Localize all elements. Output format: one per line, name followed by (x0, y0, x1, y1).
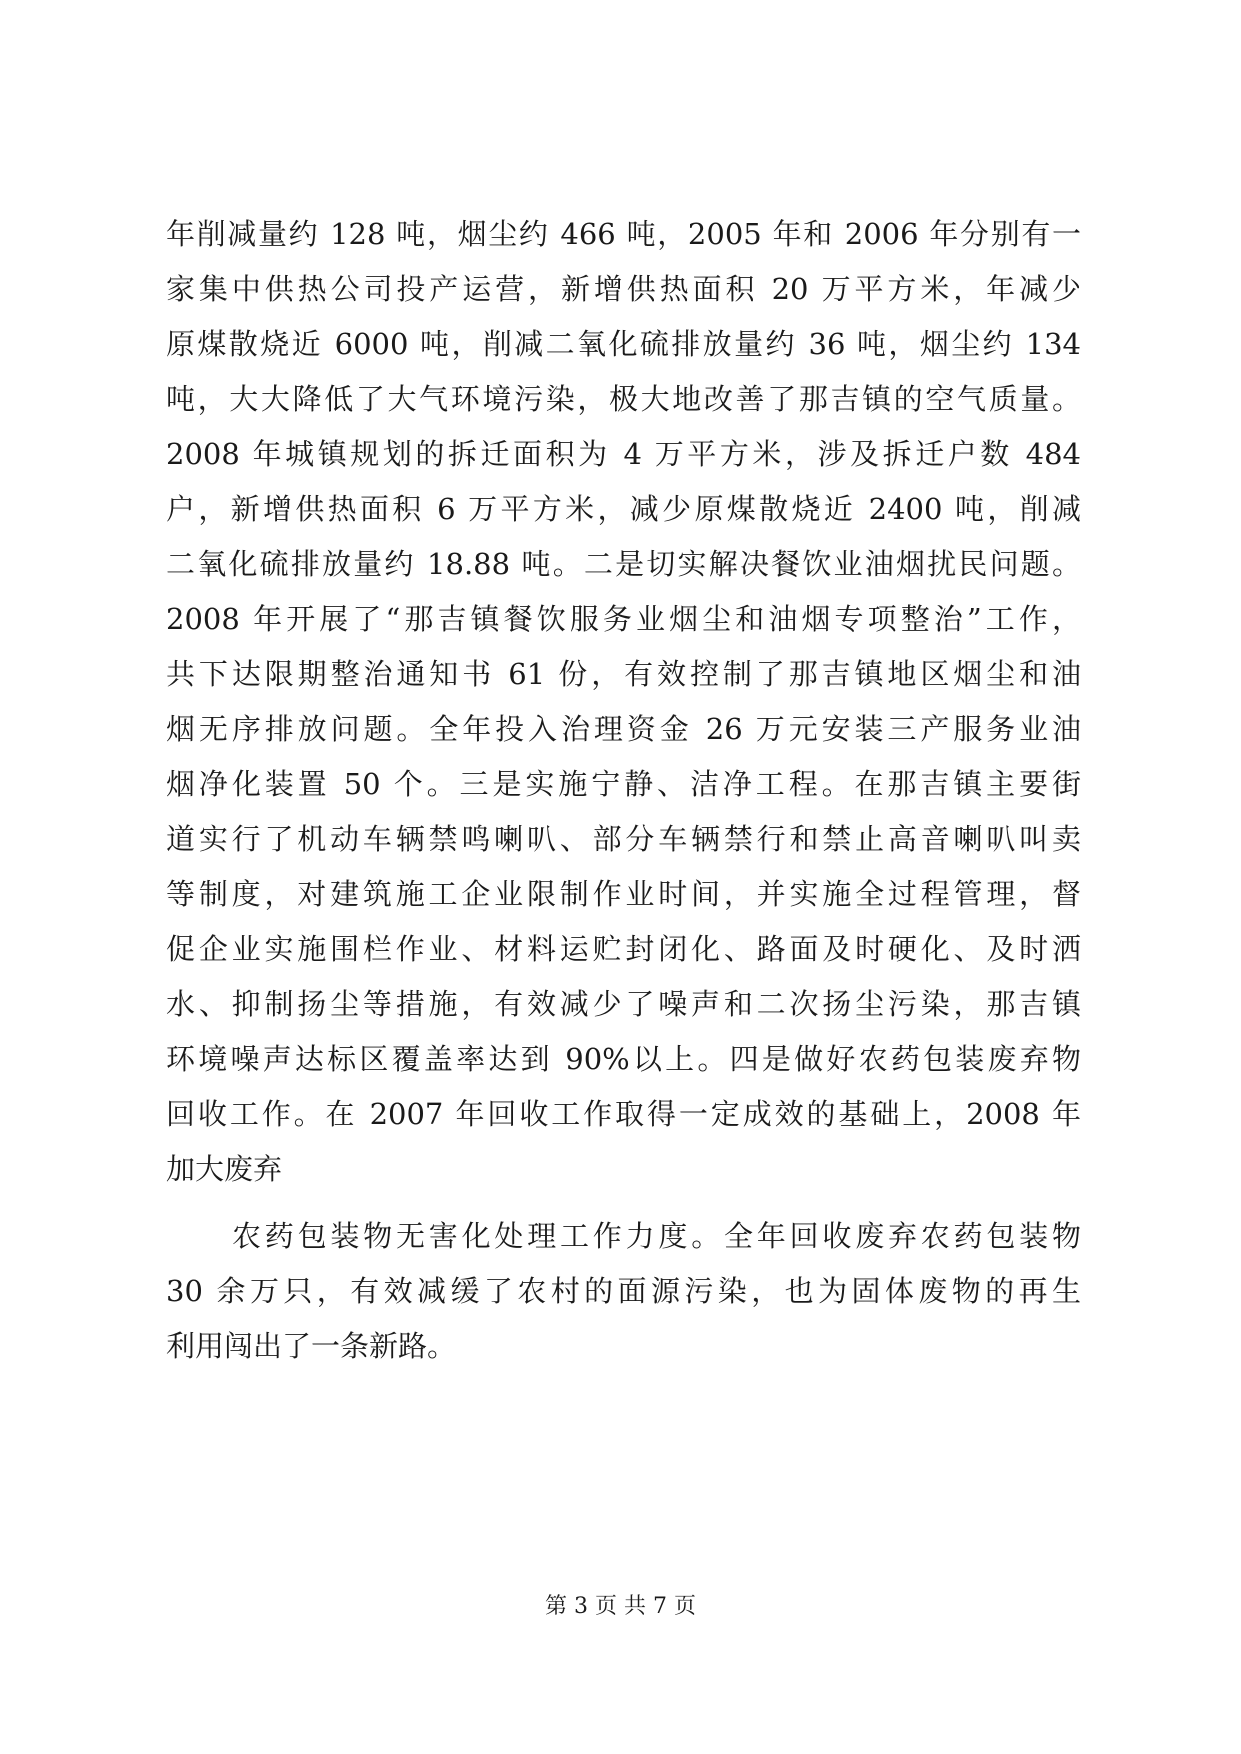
paragraph-1-line-2: 家集中供热公司投产运营，新增供热面积 20 万平方米，年减少 (166, 272, 1081, 306)
paragraph-1-line-9: 共下达限期整治通知书 61 份，有效控制了那吉镇地区烟尘和油 (166, 657, 1081, 691)
paragraph-1-line-8: 2008 年开展了“那吉镇餐饮服务业烟尘和油烟专项整治”工作， (166, 602, 1081, 636)
paragraph-1-line-16: 环境噪声达标区覆盖率达到 90%以上。四是做好农药包装废弃物 (166, 1042, 1081, 1076)
paragraph-1-line-10: 烟无序排放问题。全年投入治理资金 26 万元安装三产服务业油 (166, 712, 1081, 746)
page-number-footer: 第 3 页 共 7 页 (545, 1594, 696, 1619)
paragraph-1-line-14: 促企业实施围栏作业、材料运贮封闭化、路面及时硬化、及时洒 (166, 932, 1081, 966)
paragraph-1-line-1: 年削减量约 128 吨，烟尘约 466 吨，2005 年和 2006 年分别有一 (166, 217, 1081, 251)
paragraph-2-line-3: 利用闯出了一条新路。 (166, 1329, 457, 1363)
paragraph-1-line-3: 原煤散烧近 6000 吨，削减二氧化硫排放量约 36 吨，烟尘约 134 (166, 327, 1081, 361)
paragraph-1-line-5: 2008 年城镇规划的拆迁面积为 4 万平方米，涉及拆迁户数 484 (166, 437, 1081, 471)
paragraph-2-line-2: 30 余万只，有效减缓了农村的面源污染，也为固体废物的再生 (166, 1274, 1081, 1308)
paragraph-1-line-12: 道实行了机动车辆禁鸣喇叭、部分车辆禁行和禁止高音喇叭叫卖 (166, 822, 1081, 856)
paragraph-1-line-18: 加大废弃 (166, 1152, 283, 1186)
paragraph-1-line-4: 吨，大大降低了大气环境污染，极大地改善了那吉镇的空气质量。 (166, 382, 1081, 416)
paragraph-1-line-13: 等制度，对建筑施工企业限制作业时间，并实施全过程管理，督 (166, 877, 1081, 911)
paragraph-1-line-7: 二氧化硫排放量约 18.88 吨。二是切实解决餐饮业油烟扰民问题。 (166, 547, 1081, 581)
paragraph-1-line-15: 水、抑制扬尘等措施，有效减少了噪声和二次扬尘污染，那吉镇 (166, 987, 1081, 1021)
paragraph-2-line-1: 农药包装物无害化处理工作力度。全年回收废弃农药包装物 (232, 1219, 1081, 1253)
paragraph-1-line-6: 户，新增供热面积 6 万平方米，减少原煤散烧近 2400 吨，削减 (166, 492, 1081, 526)
paragraph-1-line-11: 烟净化装置 50 个。三是实施宁静、洁净工程。在那吉镇主要街 (166, 767, 1081, 801)
paragraph-1-line-17: 回收工作。在 2007 年回收工作取得一定成效的基础上，2008 年 (166, 1097, 1081, 1131)
